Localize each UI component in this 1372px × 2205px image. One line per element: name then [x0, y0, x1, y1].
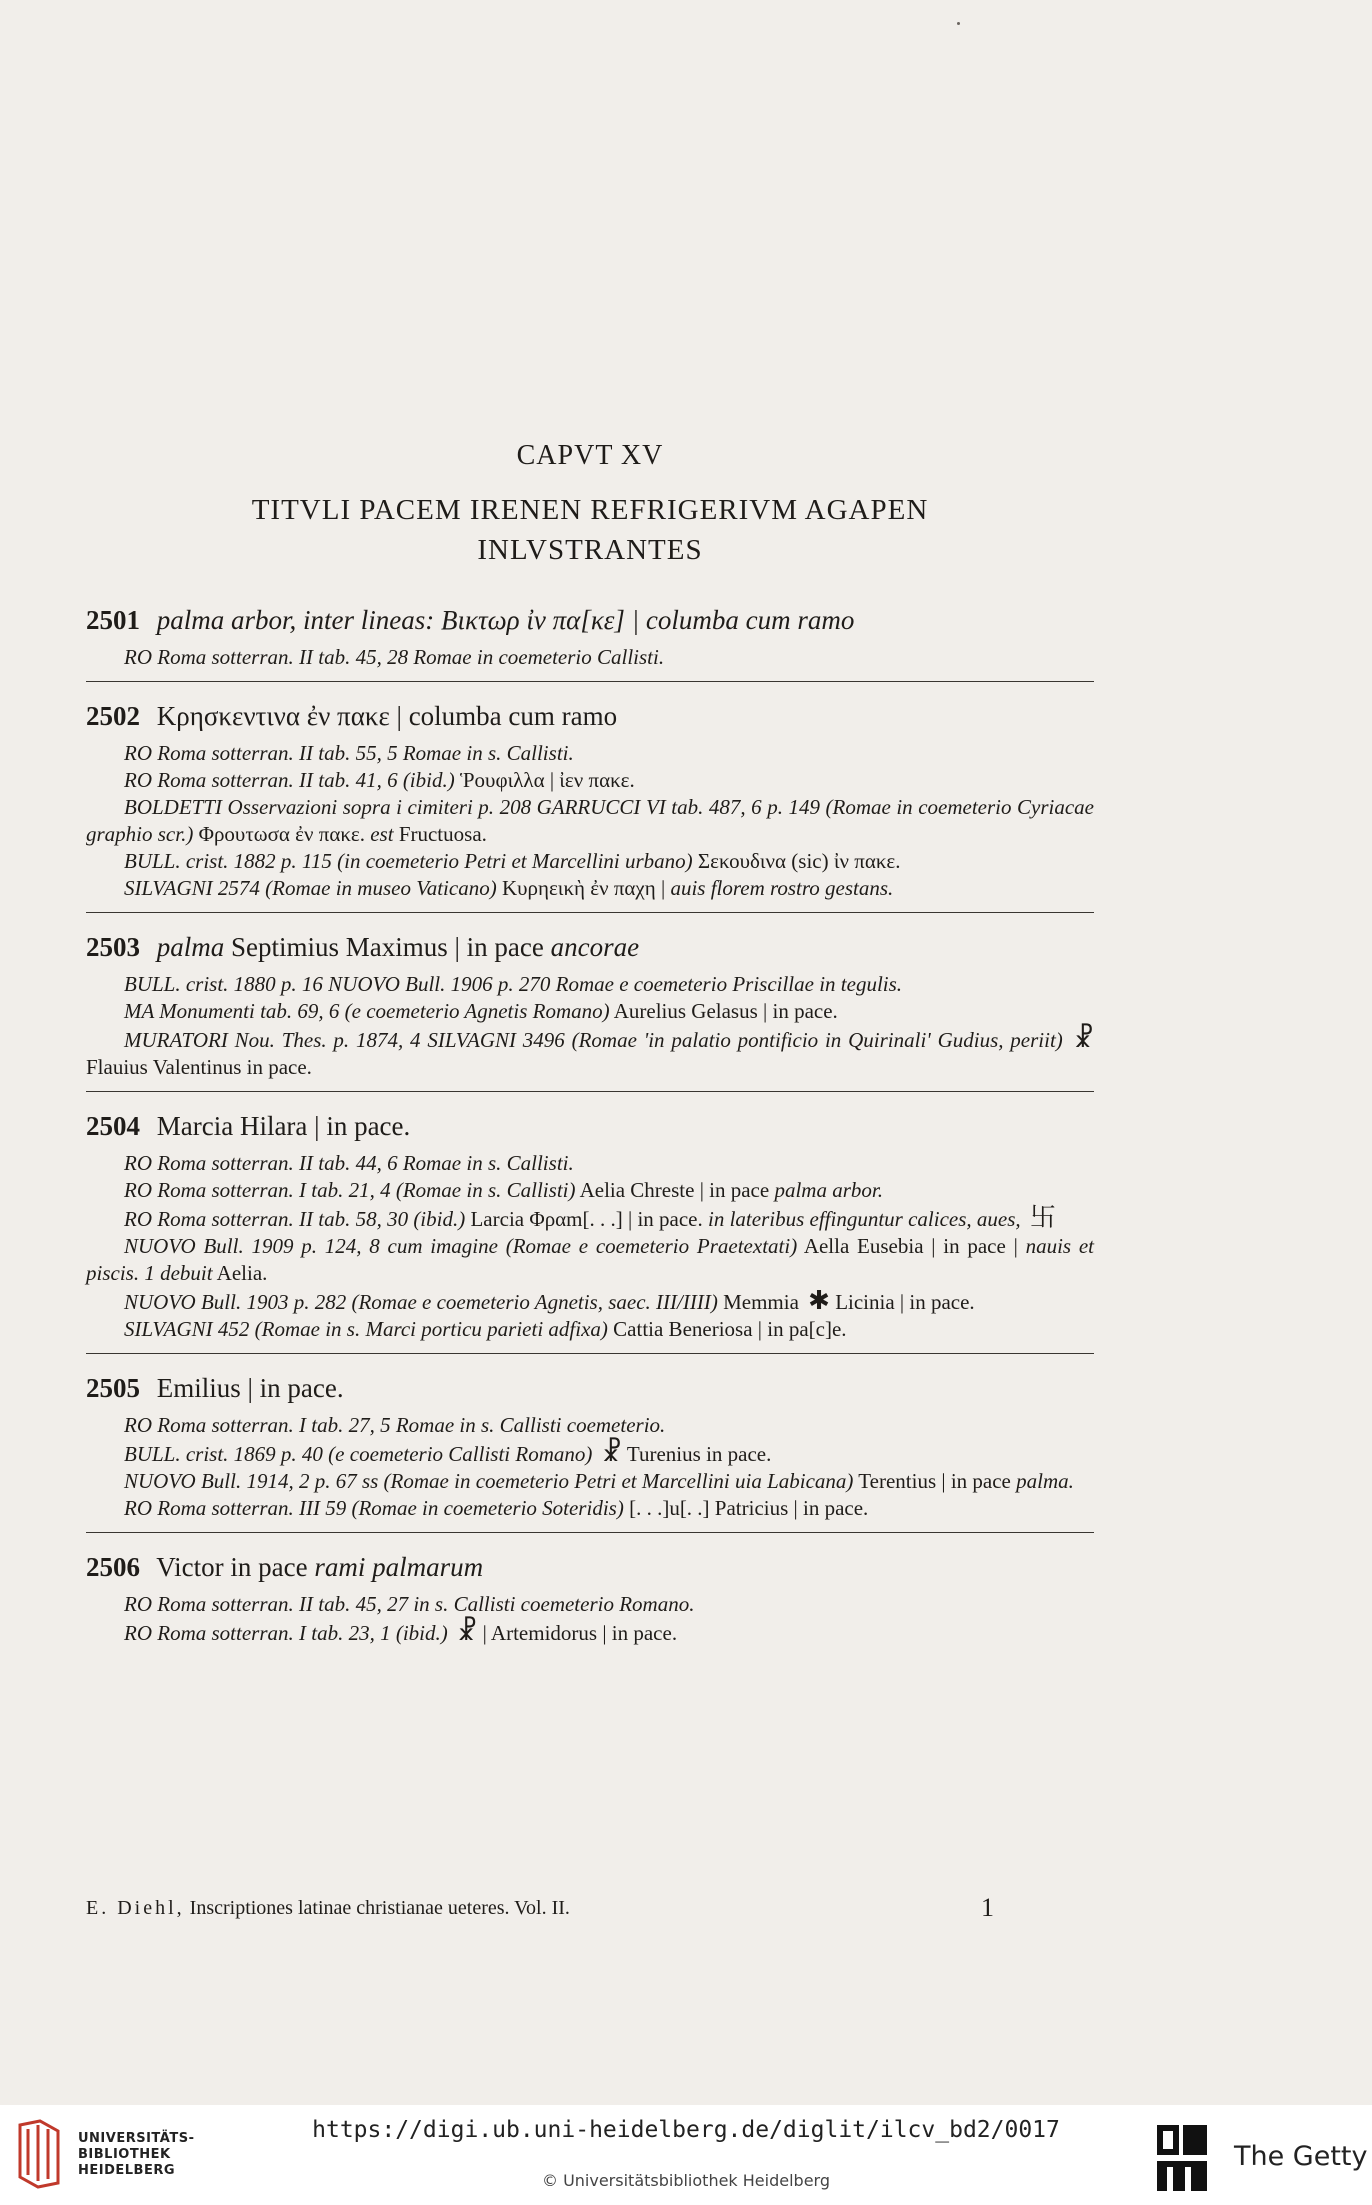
reference-source: MURATORI Nou. Thes. p. 1874, 4 SILVAGNI 3496 (Romae 'in palatio pontificio in Quirinali' Gudius, periit): [124, 1028, 1063, 1052]
reference-source: RO Roma sotterran. I tab. 23, 1 (ibid.): [124, 1621, 448, 1645]
reference-line: [86, 1495, 1094, 1522]
reference-source: SILVAGNI 452 (Romae in s. Marci porticu parieti adfixa): [124, 1317, 608, 1341]
reference-text: Cattia Beneriosa | in pa[c]e.: [613, 1317, 847, 1341]
entry-text: palma arbor, inter lineas: Βικτωρ ἰν πα[κε] | columba cum ramo: [156, 605, 855, 635]
reference-line: [86, 1618, 1094, 1647]
page-footer: [86, 1893, 1094, 1922]
reference-source: RO Roma sotterran. I tab. 21, 4 (Romae in s. Callisti): [124, 1178, 576, 1202]
reference-text: Fructuosa.: [398, 822, 487, 846]
reference-text: | Artemidorus | in pace.: [482, 1621, 678, 1645]
getty-logo-icon[interactable]: [1155, 2123, 1209, 2193]
reference-text: Φρουτωσα ἐν πακε.: [198, 822, 365, 846]
asterisk-monogram-symbol: ✱: [808, 1286, 830, 1315]
reference-text: Aella Eusebia | in pace |: [803, 1234, 1018, 1258]
chapter-title: CAPVT XV: [516, 440, 664, 471]
entry-note: rami palmarum: [314, 1552, 484, 1582]
reference-text: Flauius Valentinus in pace.: [86, 1055, 312, 1079]
library-name-line: HEIDELBERG: [78, 2163, 176, 2178]
chi-rho-symbol: ☧: [456, 1617, 478, 1646]
reference-note: nauis et piscis. 1 debuit: [86, 1234, 1094, 1285]
reference-line: RO Roma sotterran. I tab. 27, 5 Romae in s. Callisti coemeterio.: [124, 1413, 666, 1437]
reference-line: [86, 1316, 1094, 1343]
inscription-list: [86, 600, 1094, 1657]
reference-text: Turenius in pace.: [626, 1442, 772, 1466]
entry-note: palma: [156, 932, 225, 962]
entry-text: Marcia Hilara | in pace.: [156, 1111, 411, 1141]
entry-text: Septimius Maximus | in pace: [231, 932, 544, 962]
footer-author: E. Diehl,: [86, 1897, 185, 1919]
reference-text: Aelia Chreste | in pace: [579, 1178, 770, 1202]
viewer-footer-bar: [0, 2105, 1372, 2205]
reference-source: BOLDETTI Osservazioni sopra i cimiteri p. 208 GARRUCCI VI tab. 487, 6 p. 149 (Romae in coemeterio Cyriacae graphio scr.): [86, 795, 1094, 846]
reference-text: Memmia: [723, 1290, 799, 1314]
heading-line-2: INLVSTRANTES: [477, 534, 703, 566]
reference-line: RO Roma sotterran. II tab. 45, 28 Romae in coemeterio Callisti.: [124, 645, 665, 669]
reference-line: [86, 767, 1094, 794]
reference-line: [86, 1025, 1094, 1081]
reference-line: [86, 1204, 1094, 1233]
reference-text: Aurelius Gelasus | in pace.: [613, 999, 838, 1023]
inscription-entry-2505: [86, 1353, 1094, 1532]
reference-line: [86, 1233, 1094, 1287]
reference-source: MA Monumenti tab. 69, 6 (e coemeterio Agnetis Romano): [124, 999, 610, 1023]
entry-header: [86, 927, 1094, 967]
library-name-line: UNIVERSITÄTS-: [78, 2131, 195, 2146]
reference-text: Licinia | in pace.: [835, 1290, 975, 1314]
reference-source: RO Roma sotterran. III 59 (Romae in coemeterio Soteridis): [124, 1496, 624, 1520]
inscription-entry-2501: [86, 600, 1094, 681]
inscription-entry-2502: [86, 681, 1094, 912]
permalink-url[interactable]: https://digi.ub.uni-heidelberg.de/diglit/ilcv_bd2/0017: [312, 2117, 1060, 2143]
reference-text: Σεκουδινα (sic) ἰν πακε.: [697, 849, 901, 873]
reference-line: RO Roma sotterran. II tab. 45, 27 in s. Callisti coemeterio Romano.: [124, 1592, 695, 1616]
reference-line: [86, 875, 1094, 902]
reference-line: [86, 1468, 1094, 1495]
reference-text: Larcia Φραm[. . .] | in pace.: [470, 1207, 703, 1231]
reference-line: [86, 794, 1094, 848]
page-number: 1: [981, 1893, 994, 1922]
chi-rho-symbol: ☧: [1073, 1024, 1095, 1053]
heading-line-1: TITVLI PACEM IRENEN REFRIGERIVM AGAPEN: [251, 494, 929, 526]
reference-line: RO Roma sotterran. II tab. 44, 6 Romae in s. Callisti.: [124, 1151, 574, 1175]
reference-source: RO Roma sotterran. II tab. 41, 6 (ibid.): [124, 768, 455, 792]
reference-text: Aelia.: [216, 1261, 268, 1285]
entry-number: 2504: [86, 1111, 140, 1141]
entry-header: [86, 1106, 1094, 1146]
reference-text: Κυρηεικὴ ἐν παχη |: [501, 876, 666, 900]
reference-line: RO Roma sotterran. II tab. 55, 5 Romae in s. Callisti.: [124, 741, 574, 765]
copyright-notice: © Universitätsbibliothek Heidelberg: [541, 2171, 830, 2190]
reference-text: [. . .]u[. .] Patricius | in pace.: [629, 1496, 869, 1520]
entry-number: 2505: [86, 1373, 140, 1403]
reference-source: NUOVO Bull. 1914, 2 p. 67 ss (Romae in coemeterio Petri et Marcellini uia Labicana): [124, 1469, 854, 1493]
reference-note: est: [370, 822, 394, 846]
chi-rho-symbol: ☧: [601, 1438, 623, 1467]
reference-note: palma arbor.: [774, 1178, 883, 1202]
entry-number: 2506: [86, 1552, 140, 1582]
reference-source: BULL. crist. 1882 p. 115 (in coemeterio Petri et Marcellini urbano): [124, 849, 693, 873]
reference-note: palma.: [1016, 1469, 1074, 1493]
entry-header: [86, 696, 1094, 736]
reference-line: BULL. crist. 1880 p. 16 NUOVO Bull. 1906 p. 270 Romae e coemeterio Priscillae in tegulis.: [124, 972, 903, 996]
entry-text: Victor in pace: [156, 1552, 308, 1582]
inscription-entry-2504: [86, 1091, 1094, 1353]
entry-text: Κρησκεντινα ἐν πακε | columba cum ramo: [156, 701, 618, 731]
entry-text: Emilius | in pace.: [156, 1373, 344, 1403]
library-name-line: BIBLIOTHEK: [78, 2147, 171, 2162]
swastika-symbol: 卐: [1029, 1203, 1056, 1232]
entry-header: [86, 1547, 1094, 1587]
reference-line: [86, 1287, 1094, 1316]
getty-name: The Getty: [1234, 2141, 1368, 2172]
entry-number: 2501: [86, 605, 140, 635]
entry-number: 2502: [86, 701, 140, 731]
reference-source: NUOVO Bull. 1903 p. 282 (Romae e coemeterio Agnetis, saec. III/IIII): [124, 1290, 718, 1314]
entry-number: 2503: [86, 932, 140, 962]
footer-title: Inscriptiones latinae christianae ueteres. Vol. II.: [189, 1897, 570, 1919]
chapter-heading: [86, 490, 1094, 570]
reference-line: [86, 848, 1094, 875]
entry-note: ancorae: [550, 932, 640, 962]
inscription-entry-2503: [86, 912, 1094, 1091]
reference-line: [86, 998, 1094, 1025]
reference-source: NUOVO Bull. 1909 p. 124, 8 cum imagine (Romae e coemeterio Praetextati): [124, 1234, 798, 1258]
entry-header: [86, 600, 1094, 640]
reference-text: Ῥουφιλλα | ἰεν πακε.: [459, 768, 635, 792]
reference-note: auis florem rostro gestans.: [670, 876, 894, 900]
entry-header: [86, 1368, 1094, 1408]
page-content: [86, 0, 1094, 2105]
reference-source: SILVAGNI 2574 (Romae in museo Vaticano): [124, 876, 497, 900]
reference-text: Terentius | in pace: [858, 1469, 1011, 1493]
reference-line: [86, 1439, 1094, 1468]
inscription-entry-2506: [86, 1532, 1094, 1657]
reference-source: BULL. crist. 1869 p. 40 (e coemeterio Callisti Romano): [124, 1442, 593, 1466]
reference-source: RO Roma sotterran. II tab. 58, 30 (ibid.): [124, 1207, 466, 1231]
reference-note: in lateribus effinguntur calices, aues,: [708, 1207, 1021, 1231]
reference-line: [86, 1177, 1094, 1204]
